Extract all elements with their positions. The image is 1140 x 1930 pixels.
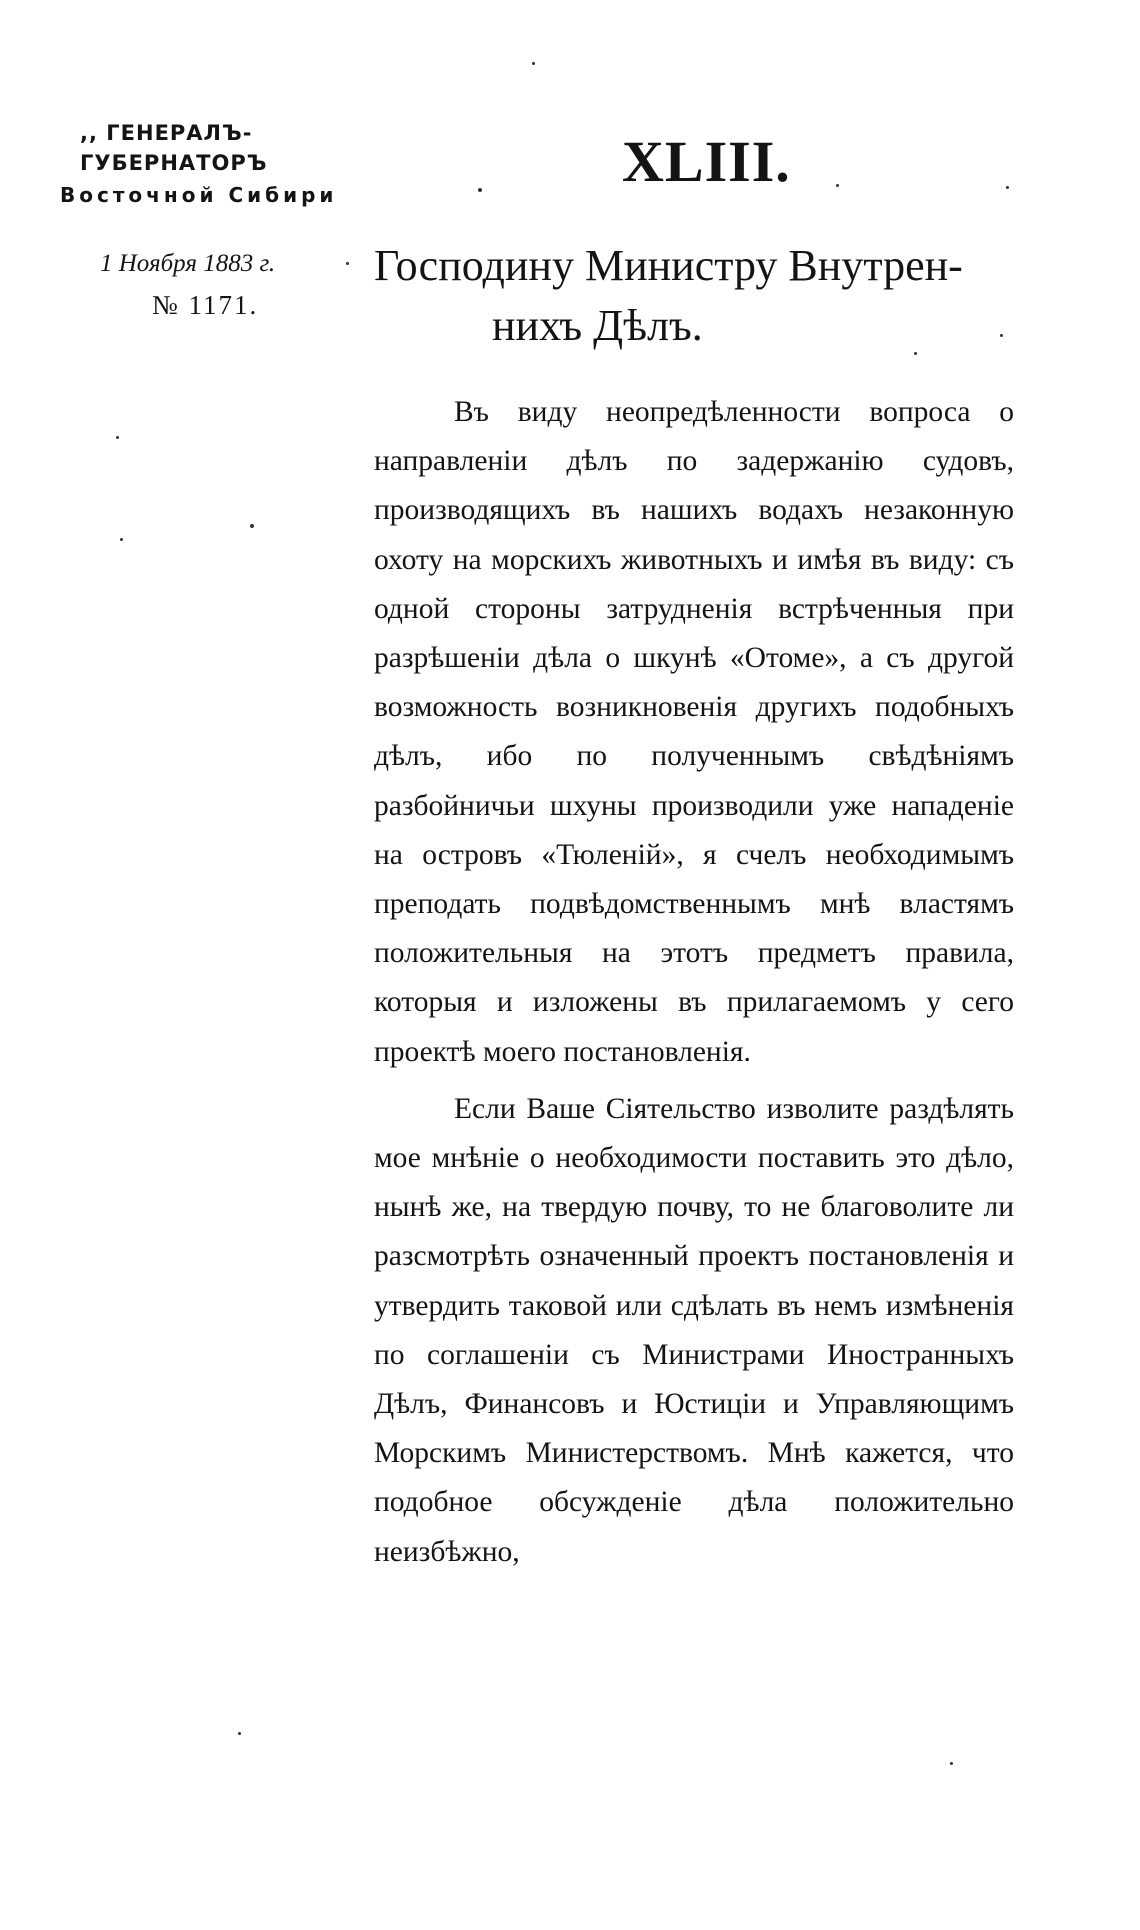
scan-speck (346, 262, 349, 265)
letter-date: 1 Ноября 1883 г. (100, 250, 276, 277)
body-paragraph-2: Если Ваше Сіятельство изволите раздѣлять мое мнѣніе о необходимости поставить это дѣло, нынѣ же, на твердую почву, то не благоволите ли разсмотрѣть означенный проектъ постановленія и утвердить таковой или сдѣлать въ немъ измѣненія по соглашеніи съ Министрами Иностранныхъ Дѣлъ, Финансовъ и Юстиціи и Управляющимъ Морскимъ Министерствомъ. Мнѣ кажется, что подобное обсужденіе дѣла положительно неизбѣжно, (374, 1092, 1014, 1568)
scan-speck (1000, 334, 1003, 337)
scan-speck (478, 188, 482, 192)
addressee (374, 236, 1024, 356)
addressee-line-1: Господину Министру Внутрен- (374, 241, 963, 290)
addressee-line-2: нихъ Дѣлъ. (492, 301, 703, 350)
body-paragraph-1: Въ виду неопредѣленности вопроса о направленіи дѣлъ по задержанію судовъ, производящихъ въ нашихъ водахъ незаконную охоту на морскихъ животныхъ и имѣя въ виду: съ одной стороны затрудненія встрѣченныя при разрѣшеніи дѣла о шкунѣ «Отоме», а съ другой возможность возникновенія другихъ подобныхъ дѣлъ, ибо по полученнымъ свѣдѣніямъ разбойничьи шхуны производили уже нападеніе на островъ «Тюленій», я счелъ необходимымъ преподать подвѣдомственнымъ мнѣ властямъ положительныя на этотъ предметъ правила, которыя и изложены въ прилагаемомъ у сего проектѣ моего постановленія. (374, 396, 1014, 1068)
document-numeral: XLIII. (622, 129, 791, 194)
letter-number: № 1171. (152, 290, 259, 320)
scan-speck (836, 184, 839, 187)
sender-block (60, 118, 390, 322)
scan-speck (120, 538, 123, 541)
scan-speck (116, 436, 119, 439)
scan-speck (250, 524, 254, 528)
scan-speck (238, 1732, 241, 1735)
scan-speck (914, 352, 917, 355)
scan-speck (1006, 186, 1009, 189)
scan-speck (532, 62, 535, 65)
letter-body (374, 388, 1014, 1577)
sender-title: ,, ГЕНЕРАЛЪ-ГУБЕРНАТОРЪ (80, 121, 268, 175)
sender-region: Восточной Сибири (60, 183, 338, 207)
scan-speck (950, 1762, 953, 1765)
